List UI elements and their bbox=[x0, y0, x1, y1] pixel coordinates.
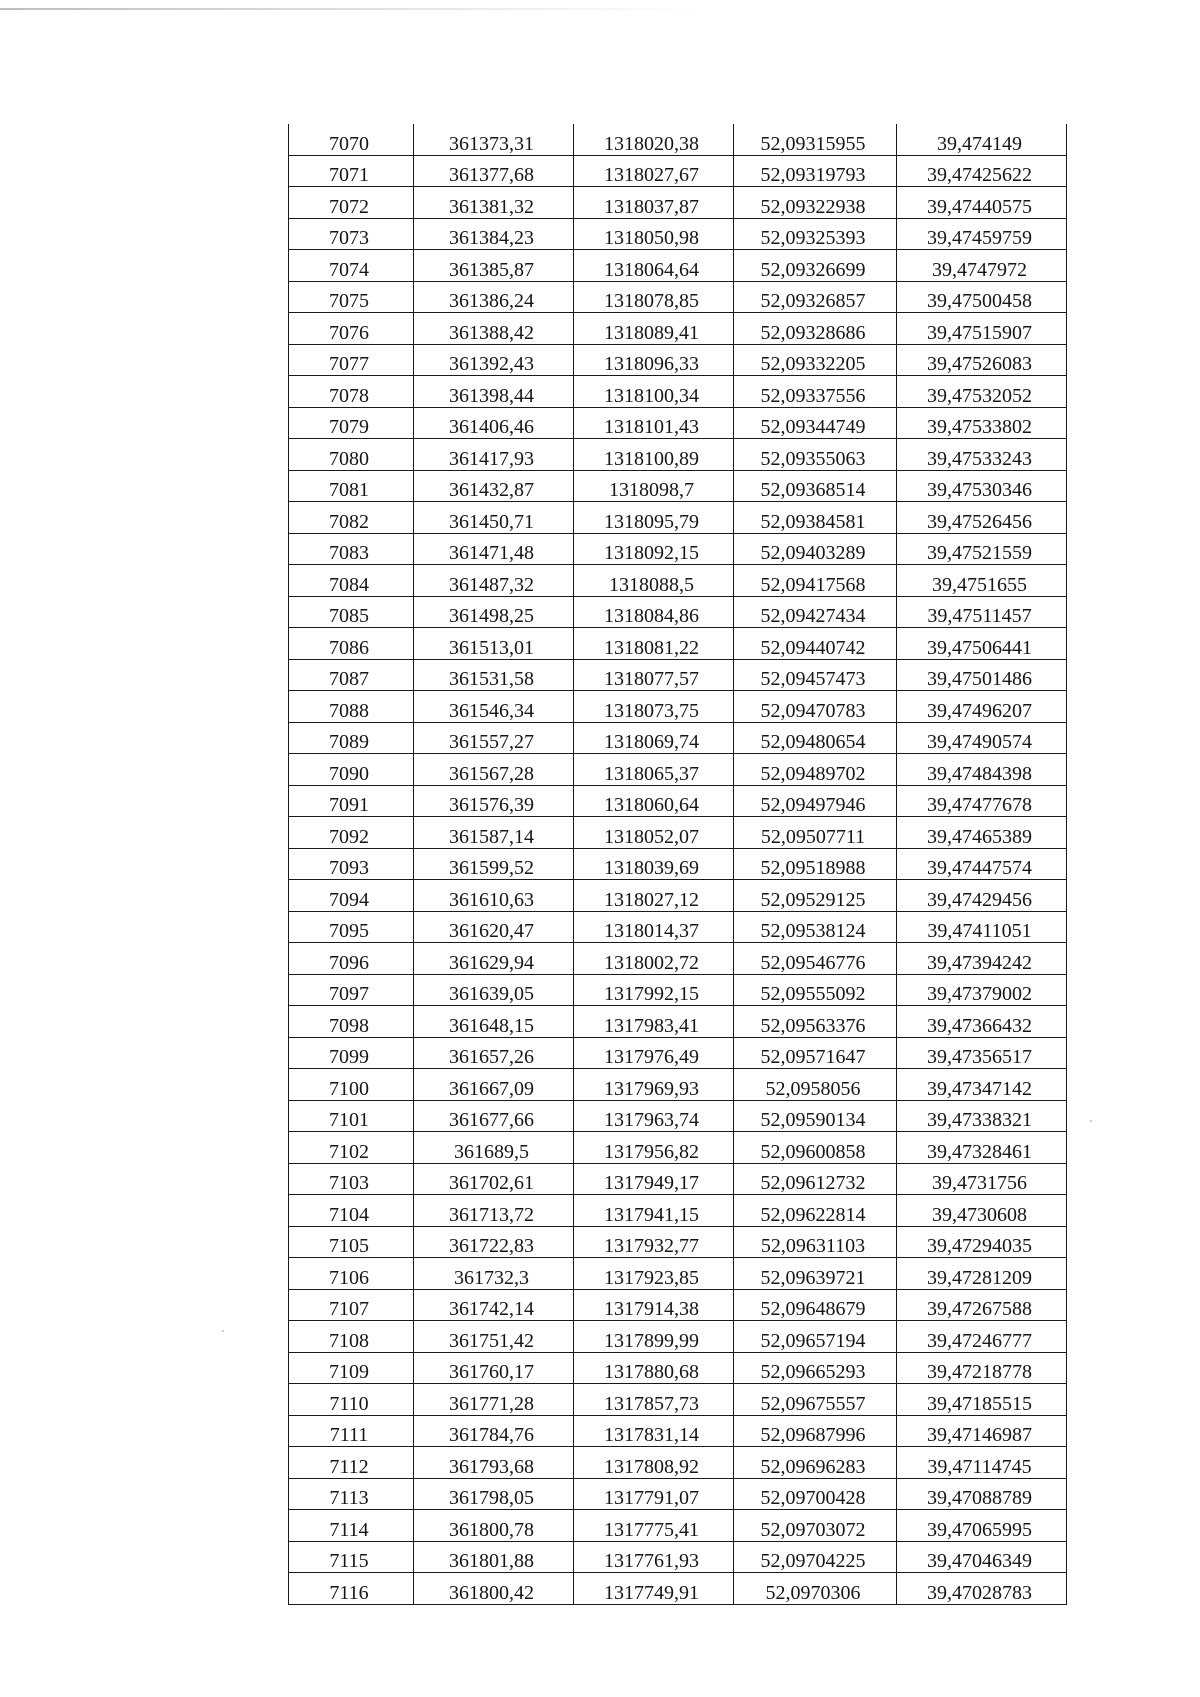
latitude-cell: 52,09704225 bbox=[734, 1541, 897, 1573]
latitude-cell: 52,09368514 bbox=[734, 470, 897, 502]
table-row bbox=[289, 1163, 1067, 1195]
longitude-cell: 39,47028783 bbox=[897, 1573, 1067, 1605]
point-number-cell: 7104 bbox=[289, 1195, 414, 1227]
point-number-cell: 7109 bbox=[289, 1352, 414, 1384]
x-coordinate-cell: 361406,46 bbox=[414, 407, 574, 439]
longitude-cell: 39,47114745 bbox=[897, 1447, 1067, 1479]
longitude-cell: 39,47347142 bbox=[897, 1069, 1067, 1101]
table-row bbox=[289, 1447, 1067, 1479]
point-number-cell: 7114 bbox=[289, 1510, 414, 1542]
x-coordinate-cell: 361771,28 bbox=[414, 1384, 574, 1416]
x-coordinate-cell: 361513,01 bbox=[414, 628, 574, 660]
table-row bbox=[289, 1006, 1067, 1038]
longitude-cell: 39,47459759 bbox=[897, 218, 1067, 250]
y-coordinate-cell: 1318092,15 bbox=[574, 533, 734, 565]
x-coordinate-cell: 361629,94 bbox=[414, 943, 574, 975]
y-coordinate-cell: 1318039,69 bbox=[574, 848, 734, 880]
point-number-cell: 7080 bbox=[289, 439, 414, 471]
longitude-cell: 39,474149 bbox=[897, 124, 1067, 155]
point-number-cell: 7072 bbox=[289, 187, 414, 219]
x-coordinate-cell: 361599,52 bbox=[414, 848, 574, 880]
latitude-cell: 52,09612732 bbox=[734, 1163, 897, 1195]
latitude-cell: 52,09590134 bbox=[734, 1100, 897, 1132]
table-row bbox=[289, 1258, 1067, 1290]
y-coordinate-cell: 1318064,64 bbox=[574, 250, 734, 282]
table-row bbox=[289, 817, 1067, 849]
x-coordinate-cell: 361471,48 bbox=[414, 533, 574, 565]
longitude-cell: 39,47185515 bbox=[897, 1384, 1067, 1416]
y-coordinate-cell: 1318050,98 bbox=[574, 218, 734, 250]
table-row bbox=[289, 187, 1067, 219]
y-coordinate-cell: 1318073,75 bbox=[574, 691, 734, 723]
table-row bbox=[289, 1510, 1067, 1542]
longitude-cell: 39,47394242 bbox=[897, 943, 1067, 975]
point-number-cell: 7093 bbox=[289, 848, 414, 880]
x-coordinate-cell: 361567,28 bbox=[414, 754, 574, 786]
y-coordinate-cell: 1318084,86 bbox=[574, 596, 734, 628]
y-coordinate-cell: 1318060,64 bbox=[574, 785, 734, 817]
table-row bbox=[289, 124, 1067, 155]
longitude-cell: 39,47356517 bbox=[897, 1037, 1067, 1069]
latitude-cell: 52,09529125 bbox=[734, 880, 897, 912]
x-coordinate-cell: 361557,27 bbox=[414, 722, 574, 754]
point-number-cell: 7096 bbox=[289, 943, 414, 975]
table-row bbox=[289, 313, 1067, 345]
longitude-cell: 39,4751655 bbox=[897, 565, 1067, 597]
longitude-cell: 39,47267588 bbox=[897, 1289, 1067, 1321]
y-coordinate-cell: 1318096,33 bbox=[574, 344, 734, 376]
y-coordinate-cell: 1318088,5 bbox=[574, 565, 734, 597]
longitude-cell: 39,47501486 bbox=[897, 659, 1067, 691]
table-row bbox=[289, 754, 1067, 786]
point-number-cell: 7092 bbox=[289, 817, 414, 849]
longitude-cell: 39,4730608 bbox=[897, 1195, 1067, 1227]
longitude-cell: 39,47533802 bbox=[897, 407, 1067, 439]
latitude-cell: 52,09518988 bbox=[734, 848, 897, 880]
table-row bbox=[289, 502, 1067, 534]
point-number-cell: 7075 bbox=[289, 281, 414, 313]
y-coordinate-cell: 1318077,57 bbox=[574, 659, 734, 691]
longitude-cell: 39,4747972 bbox=[897, 250, 1067, 282]
point-number-cell: 7095 bbox=[289, 911, 414, 943]
y-coordinate-cell: 1317969,93 bbox=[574, 1069, 734, 1101]
longitude-cell: 39,47366432 bbox=[897, 1006, 1067, 1038]
table-row bbox=[289, 911, 1067, 943]
longitude-cell: 39,47521559 bbox=[897, 533, 1067, 565]
y-coordinate-cell: 1317857,73 bbox=[574, 1384, 734, 1416]
point-number-cell: 7071 bbox=[289, 155, 414, 187]
x-coordinate-cell: 361732,3 bbox=[414, 1258, 574, 1290]
y-coordinate-cell: 1317949,17 bbox=[574, 1163, 734, 1195]
y-coordinate-cell: 1318020,38 bbox=[574, 124, 734, 155]
latitude-cell: 52,09325393 bbox=[734, 218, 897, 250]
longitude-cell: 39,47338321 bbox=[897, 1100, 1067, 1132]
table-row bbox=[289, 565, 1067, 597]
longitude-cell: 39,47500458 bbox=[897, 281, 1067, 313]
latitude-cell: 52,09538124 bbox=[734, 911, 897, 943]
point-number-cell: 7097 bbox=[289, 974, 414, 1006]
y-coordinate-cell: 1317775,41 bbox=[574, 1510, 734, 1542]
x-coordinate-cell: 361385,87 bbox=[414, 250, 574, 282]
longitude-cell: 39,47447574 bbox=[897, 848, 1067, 880]
latitude-cell: 52,09344749 bbox=[734, 407, 897, 439]
longitude-cell: 39,47465389 bbox=[897, 817, 1067, 849]
coordinates-table-body bbox=[289, 124, 1067, 1604]
latitude-cell: 52,09457473 bbox=[734, 659, 897, 691]
table-row bbox=[289, 470, 1067, 502]
longitude-cell: 39,47511457 bbox=[897, 596, 1067, 628]
table-row bbox=[289, 848, 1067, 880]
table-row bbox=[289, 943, 1067, 975]
table-row bbox=[289, 1415, 1067, 1447]
latitude-cell: 52,09332205 bbox=[734, 344, 897, 376]
point-number-cell: 7100 bbox=[289, 1069, 414, 1101]
table-row bbox=[289, 1478, 1067, 1510]
x-coordinate-cell: 361648,15 bbox=[414, 1006, 574, 1038]
y-coordinate-cell: 1317963,74 bbox=[574, 1100, 734, 1132]
latitude-cell: 52,09470783 bbox=[734, 691, 897, 723]
x-coordinate-cell: 361381,32 bbox=[414, 187, 574, 219]
latitude-cell: 52,09489702 bbox=[734, 754, 897, 786]
y-coordinate-cell: 1317791,07 bbox=[574, 1478, 734, 1510]
point-number-cell: 7115 bbox=[289, 1541, 414, 1573]
y-coordinate-cell: 1318052,07 bbox=[574, 817, 734, 849]
coordinates-table bbox=[288, 124, 1067, 1605]
x-coordinate-cell: 361531,58 bbox=[414, 659, 574, 691]
x-coordinate-cell: 361620,47 bbox=[414, 911, 574, 943]
latitude-cell: 52,09337556 bbox=[734, 376, 897, 408]
y-coordinate-cell: 1318027,12 bbox=[574, 880, 734, 912]
y-coordinate-cell: 1317976,49 bbox=[574, 1037, 734, 1069]
point-number-cell: 7073 bbox=[289, 218, 414, 250]
table-row bbox=[289, 1226, 1067, 1258]
longitude-cell: 39,47532052 bbox=[897, 376, 1067, 408]
table-row bbox=[289, 659, 1067, 691]
longitude-cell: 39,47526456 bbox=[897, 502, 1067, 534]
longitude-cell: 39,47490574 bbox=[897, 722, 1067, 754]
longitude-cell: 39,47429456 bbox=[897, 880, 1067, 912]
point-number-cell: 7103 bbox=[289, 1163, 414, 1195]
latitude-cell: 52,09355063 bbox=[734, 439, 897, 471]
y-coordinate-cell: 1318002,72 bbox=[574, 943, 734, 975]
y-coordinate-cell: 1318065,37 bbox=[574, 754, 734, 786]
scan-speck bbox=[222, 1330, 224, 1332]
longitude-cell: 39,47425622 bbox=[897, 155, 1067, 187]
latitude-cell: 52,09326857 bbox=[734, 281, 897, 313]
longitude-cell: 39,47328461 bbox=[897, 1132, 1067, 1164]
table-row bbox=[289, 596, 1067, 628]
x-coordinate-cell: 361373,31 bbox=[414, 124, 574, 155]
table-row bbox=[289, 344, 1067, 376]
point-number-cell: 7070 bbox=[289, 124, 414, 155]
x-coordinate-cell: 361677,66 bbox=[414, 1100, 574, 1132]
table-row bbox=[289, 155, 1067, 187]
table-row bbox=[289, 1195, 1067, 1227]
x-coordinate-cell: 361639,05 bbox=[414, 974, 574, 1006]
x-coordinate-cell: 361722,83 bbox=[414, 1226, 574, 1258]
latitude-cell: 52,09622814 bbox=[734, 1195, 897, 1227]
y-coordinate-cell: 1317923,85 bbox=[574, 1258, 734, 1290]
point-number-cell: 7089 bbox=[289, 722, 414, 754]
point-number-cell: 7107 bbox=[289, 1289, 414, 1321]
latitude-cell: 52,09696283 bbox=[734, 1447, 897, 1479]
point-number-cell: 7074 bbox=[289, 250, 414, 282]
table-row bbox=[289, 1069, 1067, 1101]
x-coordinate-cell: 361742,14 bbox=[414, 1289, 574, 1321]
latitude-cell: 52,09600858 bbox=[734, 1132, 897, 1164]
longitude-cell: 39,47411051 bbox=[897, 911, 1067, 943]
y-coordinate-cell: 1318100,89 bbox=[574, 439, 734, 471]
x-coordinate-cell: 361498,25 bbox=[414, 596, 574, 628]
latitude-cell: 52,09555092 bbox=[734, 974, 897, 1006]
x-coordinate-cell: 361610,63 bbox=[414, 880, 574, 912]
point-number-cell: 7085 bbox=[289, 596, 414, 628]
y-coordinate-cell: 1318027,67 bbox=[574, 155, 734, 187]
latitude-cell: 52,09648679 bbox=[734, 1289, 897, 1321]
table-row bbox=[289, 1037, 1067, 1069]
point-number-cell: 7081 bbox=[289, 470, 414, 502]
table-row bbox=[289, 1573, 1067, 1605]
latitude-cell: 52,09497946 bbox=[734, 785, 897, 817]
point-number-cell: 7098 bbox=[289, 1006, 414, 1038]
point-number-cell: 7108 bbox=[289, 1321, 414, 1353]
longitude-cell: 39,47246777 bbox=[897, 1321, 1067, 1353]
point-number-cell: 7090 bbox=[289, 754, 414, 786]
x-coordinate-cell: 361398,44 bbox=[414, 376, 574, 408]
y-coordinate-cell: 1317941,15 bbox=[574, 1195, 734, 1227]
latitude-cell: 52,0970306 bbox=[734, 1573, 897, 1605]
x-coordinate-cell: 361793,68 bbox=[414, 1447, 574, 1479]
table-row bbox=[289, 628, 1067, 660]
longitude-cell: 39,47530346 bbox=[897, 470, 1067, 502]
y-coordinate-cell: 1317880,68 bbox=[574, 1352, 734, 1384]
point-number-cell: 7091 bbox=[289, 785, 414, 817]
latitude-cell: 52,09657194 bbox=[734, 1321, 897, 1353]
latitude-cell: 52,09319793 bbox=[734, 155, 897, 187]
point-number-cell: 7111 bbox=[289, 1415, 414, 1447]
longitude-cell: 39,47526083 bbox=[897, 344, 1067, 376]
point-number-cell: 7087 bbox=[289, 659, 414, 691]
latitude-cell: 52,09417568 bbox=[734, 565, 897, 597]
latitude-cell: 52,09675557 bbox=[734, 1384, 897, 1416]
y-coordinate-cell: 1318100,34 bbox=[574, 376, 734, 408]
longitude-cell: 39,47506441 bbox=[897, 628, 1067, 660]
latitude-cell: 52,09440742 bbox=[734, 628, 897, 660]
longitude-cell: 39,47379002 bbox=[897, 974, 1067, 1006]
table-row bbox=[289, 1289, 1067, 1321]
latitude-cell: 52,09427434 bbox=[734, 596, 897, 628]
latitude-cell: 52,09563376 bbox=[734, 1006, 897, 1038]
y-coordinate-cell: 1318081,22 bbox=[574, 628, 734, 660]
y-coordinate-cell: 1317914,38 bbox=[574, 1289, 734, 1321]
y-coordinate-cell: 1318089,41 bbox=[574, 313, 734, 345]
point-number-cell: 7078 bbox=[289, 376, 414, 408]
x-coordinate-cell: 361800,42 bbox=[414, 1573, 574, 1605]
y-coordinate-cell: 1318014,37 bbox=[574, 911, 734, 943]
longitude-cell: 39,4731756 bbox=[897, 1163, 1067, 1195]
table-row bbox=[289, 1541, 1067, 1573]
longitude-cell: 39,47281209 bbox=[897, 1258, 1067, 1290]
point-number-cell: 7083 bbox=[289, 533, 414, 565]
table-row bbox=[289, 1352, 1067, 1384]
y-coordinate-cell: 1317992,15 bbox=[574, 974, 734, 1006]
table-row bbox=[289, 1100, 1067, 1132]
y-coordinate-cell: 1317761,93 bbox=[574, 1541, 734, 1573]
longitude-cell: 39,47146987 bbox=[897, 1415, 1067, 1447]
table-row bbox=[289, 722, 1067, 754]
table-row bbox=[289, 691, 1067, 723]
point-number-cell: 7110 bbox=[289, 1384, 414, 1416]
point-number-cell: 7099 bbox=[289, 1037, 414, 1069]
table-row bbox=[289, 218, 1067, 250]
longitude-cell: 39,47218778 bbox=[897, 1352, 1067, 1384]
y-coordinate-cell: 1317932,77 bbox=[574, 1226, 734, 1258]
x-coordinate-cell: 361546,34 bbox=[414, 691, 574, 723]
x-coordinate-cell: 361450,71 bbox=[414, 502, 574, 534]
x-coordinate-cell: 361384,23 bbox=[414, 218, 574, 250]
scan-speck bbox=[1090, 1120, 1092, 1122]
latitude-cell: 52,09328686 bbox=[734, 313, 897, 345]
x-coordinate-cell: 361702,61 bbox=[414, 1163, 574, 1195]
x-coordinate-cell: 361657,26 bbox=[414, 1037, 574, 1069]
y-coordinate-cell: 1317956,82 bbox=[574, 1132, 734, 1164]
longitude-cell: 39,47088789 bbox=[897, 1478, 1067, 1510]
table-row bbox=[289, 407, 1067, 439]
y-coordinate-cell: 1317808,92 bbox=[574, 1447, 734, 1479]
latitude-cell: 52,09665293 bbox=[734, 1352, 897, 1384]
point-number-cell: 7101 bbox=[289, 1100, 414, 1132]
longitude-cell: 39,47515907 bbox=[897, 313, 1067, 345]
table-row bbox=[289, 1132, 1067, 1164]
longitude-cell: 39,47065995 bbox=[897, 1510, 1067, 1542]
x-coordinate-cell: 361667,09 bbox=[414, 1069, 574, 1101]
table-row bbox=[289, 880, 1067, 912]
x-coordinate-cell: 361751,42 bbox=[414, 1321, 574, 1353]
latitude-cell: 52,0958056 bbox=[734, 1069, 897, 1101]
point-number-cell: 7084 bbox=[289, 565, 414, 597]
point-number-cell: 7094 bbox=[289, 880, 414, 912]
latitude-cell: 52,09571647 bbox=[734, 1037, 897, 1069]
y-coordinate-cell: 1318037,87 bbox=[574, 187, 734, 219]
point-number-cell: 7086 bbox=[289, 628, 414, 660]
point-number-cell: 7088 bbox=[289, 691, 414, 723]
point-number-cell: 7112 bbox=[289, 1447, 414, 1479]
latitude-cell: 52,09480654 bbox=[734, 722, 897, 754]
x-coordinate-cell: 361576,39 bbox=[414, 785, 574, 817]
table-row bbox=[289, 1384, 1067, 1416]
point-number-cell: 7105 bbox=[289, 1226, 414, 1258]
y-coordinate-cell: 1318078,85 bbox=[574, 281, 734, 313]
x-coordinate-cell: 361432,87 bbox=[414, 470, 574, 502]
table-row bbox=[289, 439, 1067, 471]
x-coordinate-cell: 361388,42 bbox=[414, 313, 574, 345]
point-number-cell: 7113 bbox=[289, 1478, 414, 1510]
x-coordinate-cell: 361487,32 bbox=[414, 565, 574, 597]
x-coordinate-cell: 361587,14 bbox=[414, 817, 574, 849]
latitude-cell: 52,09507711 bbox=[734, 817, 897, 849]
longitude-cell: 39,47046349 bbox=[897, 1541, 1067, 1573]
latitude-cell: 52,09384581 bbox=[734, 502, 897, 534]
y-coordinate-cell: 1318069,74 bbox=[574, 722, 734, 754]
x-coordinate-cell: 361417,93 bbox=[414, 439, 574, 471]
longitude-cell: 39,47294035 bbox=[897, 1226, 1067, 1258]
latitude-cell: 52,09403289 bbox=[734, 533, 897, 565]
table-row bbox=[289, 1321, 1067, 1353]
table-row bbox=[289, 250, 1067, 282]
x-coordinate-cell: 361689,5 bbox=[414, 1132, 574, 1164]
table-row bbox=[289, 376, 1067, 408]
table-row bbox=[289, 533, 1067, 565]
x-coordinate-cell: 361784,76 bbox=[414, 1415, 574, 1447]
scan-artifact-line bbox=[0, 8, 700, 10]
longitude-cell: 39,47440575 bbox=[897, 187, 1067, 219]
x-coordinate-cell: 361392,43 bbox=[414, 344, 574, 376]
y-coordinate-cell: 1318095,79 bbox=[574, 502, 734, 534]
latitude-cell: 52,09326699 bbox=[734, 250, 897, 282]
point-number-cell: 7106 bbox=[289, 1258, 414, 1290]
longitude-cell: 39,47484398 bbox=[897, 754, 1067, 786]
point-number-cell: 7116 bbox=[289, 1573, 414, 1605]
x-coordinate-cell: 361386,24 bbox=[414, 281, 574, 313]
point-number-cell: 7079 bbox=[289, 407, 414, 439]
x-coordinate-cell: 361377,68 bbox=[414, 155, 574, 187]
y-coordinate-cell: 1317899,99 bbox=[574, 1321, 734, 1353]
longitude-cell: 39,47533243 bbox=[897, 439, 1067, 471]
latitude-cell: 52,09687996 bbox=[734, 1415, 897, 1447]
y-coordinate-cell: 1318098,7 bbox=[574, 470, 734, 502]
latitude-cell: 52,09631103 bbox=[734, 1226, 897, 1258]
x-coordinate-cell: 361760,17 bbox=[414, 1352, 574, 1384]
table-row bbox=[289, 785, 1067, 817]
table-row bbox=[289, 974, 1067, 1006]
x-coordinate-cell: 361713,72 bbox=[414, 1195, 574, 1227]
latitude-cell: 52,09639721 bbox=[734, 1258, 897, 1290]
x-coordinate-cell: 361801,88 bbox=[414, 1541, 574, 1573]
y-coordinate-cell: 1318101,43 bbox=[574, 407, 734, 439]
point-number-cell: 7076 bbox=[289, 313, 414, 345]
y-coordinate-cell: 1317749,91 bbox=[574, 1573, 734, 1605]
longitude-cell: 39,47477678 bbox=[897, 785, 1067, 817]
y-coordinate-cell: 1317983,41 bbox=[574, 1006, 734, 1038]
point-number-cell: 7077 bbox=[289, 344, 414, 376]
x-coordinate-cell: 361798,05 bbox=[414, 1478, 574, 1510]
latitude-cell: 52,09703072 bbox=[734, 1510, 897, 1542]
latitude-cell: 52,09322938 bbox=[734, 187, 897, 219]
longitude-cell: 39,47496207 bbox=[897, 691, 1067, 723]
table-row bbox=[289, 281, 1067, 313]
y-coordinate-cell: 1317831,14 bbox=[574, 1415, 734, 1447]
x-coordinate-cell: 361800,78 bbox=[414, 1510, 574, 1542]
point-number-cell: 7082 bbox=[289, 502, 414, 534]
latitude-cell: 52,09315955 bbox=[734, 124, 897, 155]
point-number-cell: 7102 bbox=[289, 1132, 414, 1164]
latitude-cell: 52,09700428 bbox=[734, 1478, 897, 1510]
latitude-cell: 52,09546776 bbox=[734, 943, 897, 975]
